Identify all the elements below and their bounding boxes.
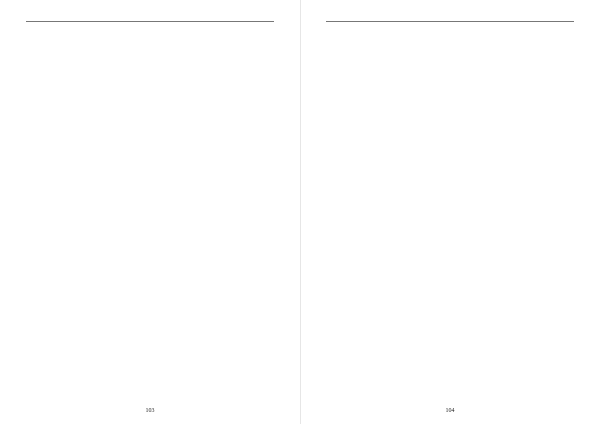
running-header-left [26, 12, 274, 22]
page-number-right: 104 [445, 408, 455, 414]
page-number-left: 103 [145, 408, 155, 414]
references-heading [326, 26, 574, 33]
right-page [300, 0, 600, 424]
running-header-right [326, 12, 574, 22]
